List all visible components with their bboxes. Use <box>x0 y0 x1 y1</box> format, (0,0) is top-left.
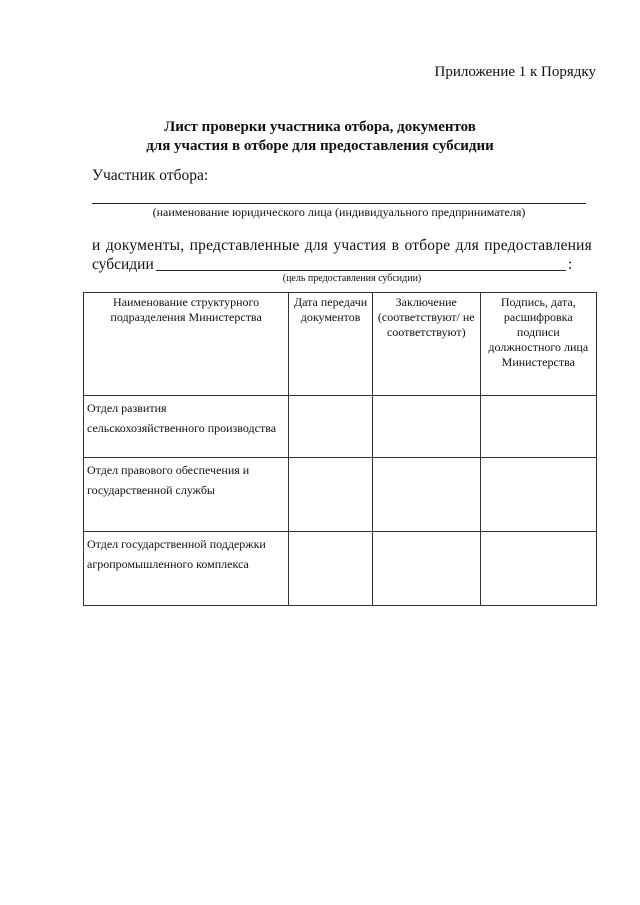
subsidy-colon: : <box>568 256 573 273</box>
department-cell: Отдел государственной поддержки агропромышленного комплекса <box>84 532 289 606</box>
subsidy-word: субсидии <box>92 256 154 273</box>
conclusion-cell <box>372 458 480 532</box>
table-row <box>84 458 597 532</box>
subsidy-purpose-line <box>156 270 566 271</box>
document-title <box>0 118 640 156</box>
participant-label: Участник отбора: <box>92 167 209 184</box>
header-date: Дата передачи документов <box>289 293 373 396</box>
signature-cell <box>480 532 596 606</box>
signature-cell <box>480 396 596 458</box>
conclusion-cell <box>372 396 480 458</box>
appendix-label: Приложение 1 к Порядку <box>434 64 596 80</box>
table-header-row <box>84 293 597 396</box>
table-row <box>84 532 597 606</box>
header-department: Наименование структурного подразделения Министерства <box>84 293 289 396</box>
header-signature: Подпись, дата, расшифровка подписи должностного лица Министерства <box>480 293 596 396</box>
title-line-1: Лист проверки участника отбора, документов <box>164 119 476 135</box>
check-table <box>83 292 597 606</box>
table-row <box>84 396 597 458</box>
header-conclusion: Заключение (соответствуют/ не соответствуют) <box>372 293 480 396</box>
department-cell: Отдел развития сельскохозяйственного производства <box>84 396 289 458</box>
date-cell <box>289 458 373 532</box>
subsidy-caption: (цель предоставления субсидии) <box>282 273 422 284</box>
conclusion-cell <box>372 532 480 606</box>
department-cell: Отдел правового обеспечения и государственной службы <box>84 458 289 532</box>
title-line-2: для участия в отборе для предоставления субсидии <box>146 138 494 154</box>
date-cell <box>289 532 373 606</box>
participant-caption: (наименование юридического лица (индивидуального предпринимателя) <box>152 205 526 219</box>
date-cell <box>289 396 373 458</box>
documents-statement: и документы, представленные для участия в отборе для предоставления <box>92 237 592 254</box>
signature-cell <box>480 458 596 532</box>
participant-name-line <box>92 203 586 204</box>
